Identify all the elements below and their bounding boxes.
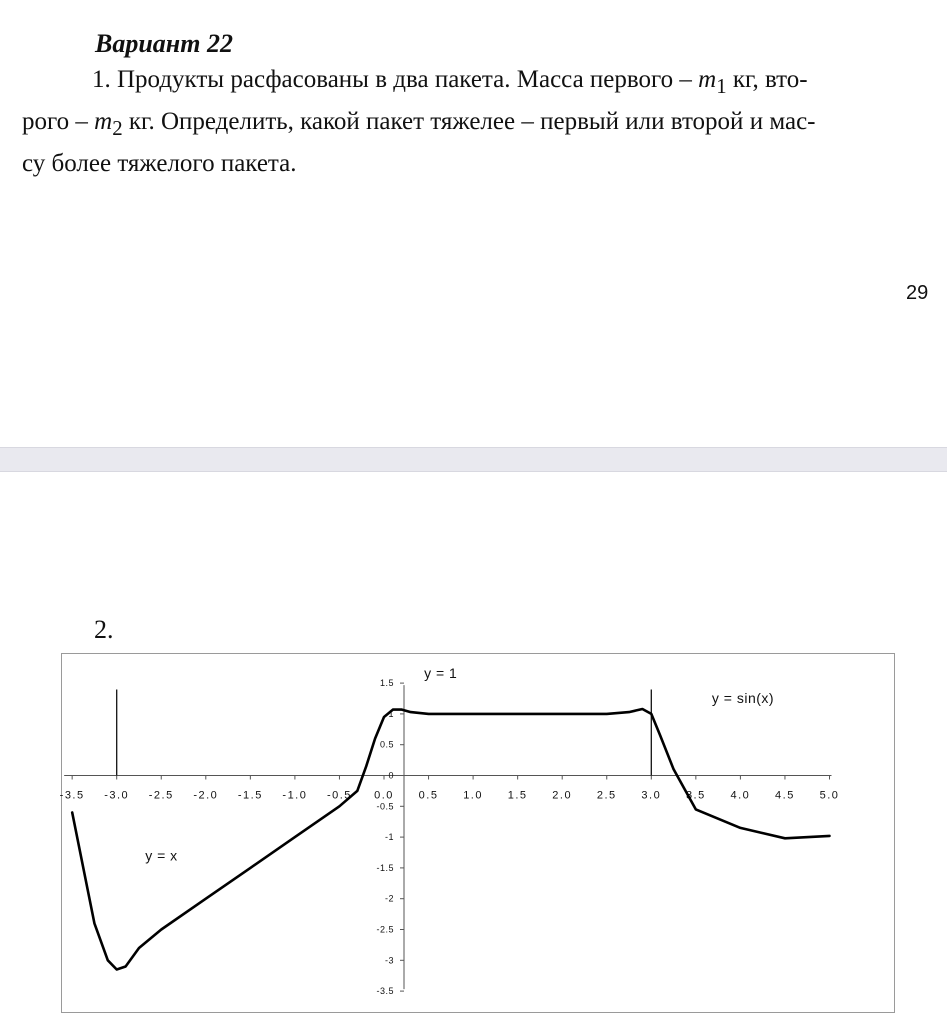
task-1-line-1-end: кг, вто- [726, 66, 808, 93]
task-1-line-2-end: кг. Определить, какой пакет тяжелее – первый или второй и мас- [122, 108, 816, 135]
x-tick-label: -1.5 [237, 789, 263, 802]
m2-subscript: 2 [112, 116, 123, 140]
chart-frame [61, 653, 895, 1013]
document-page-top [0, 0, 947, 447]
x-tick-label: 1.5 [507, 789, 528, 802]
task-1-line-2 [22, 104, 930, 146]
y-tick-label: -2.5 [376, 924, 394, 935]
y-tick-label: -3.5 [376, 986, 394, 997]
y-tick-label: 0 [388, 770, 394, 781]
chart-annotation: y = sin(x) [711, 689, 775, 706]
x-tick-label: 1.0 [463, 789, 483, 802]
x-tick-label: 4.5 [775, 789, 795, 802]
y-tick-label: -1.5 [376, 862, 394, 873]
y-tick-label: -2 [384, 893, 394, 904]
page-separator [0, 447, 947, 472]
page-number: 29 [906, 282, 929, 304]
task-1-text [22, 62, 930, 182]
x-tick-label: 0.0 [374, 789, 394, 802]
chart-annotation: y = x [145, 847, 178, 864]
y-tick-label: -1 [384, 832, 394, 843]
task-1-line-2-start: рого – [22, 108, 95, 135]
x-tick-label: -2.5 [148, 789, 174, 802]
x-tick-label: 0.5 [418, 789, 439, 802]
x-tick-label: -3.5 [59, 789, 85, 802]
m2-variable: m [94, 108, 113, 135]
y-tick-label: 0.5 [379, 739, 394, 750]
y-tick-label: -3 [384, 955, 394, 966]
x-tick-label: 2.0 [552, 789, 573, 802]
y-tick-label: -0.5 [376, 801, 394, 812]
x-tick-label: 3.5 [685, 789, 706, 802]
task-1-line-3: су более тяжелого пакета. [22, 150, 297, 177]
task-2-number: 2. [94, 615, 114, 644]
m1-variable: m [698, 66, 717, 93]
x-tick-label: -2.0 [193, 789, 219, 802]
m1-subscript: 1 [716, 74, 727, 98]
task-1-line-1-start: 1. Продукты расфасованы в два пакета. Масса первого – [92, 66, 699, 93]
x-tick-label: 4.0 [730, 789, 751, 802]
y-tick-label: 1 [388, 708, 394, 719]
x-tick-label: 5.0 [819, 789, 840, 802]
x-tick-label: -0.5 [326, 789, 352, 802]
chart-annotation: y = 1 [424, 665, 458, 682]
x-tick-label: 2.5 [596, 789, 617, 802]
task-1-line-1 [22, 62, 930, 104]
x-tick-label: -3.0 [104, 789, 130, 802]
variant-title: Вариант 22 [95, 29, 233, 58]
y-tick-label: 1.5 [379, 678, 394, 689]
x-tick-label: -1.0 [282, 789, 308, 802]
x-tick-label: 3.0 [641, 789, 662, 802]
